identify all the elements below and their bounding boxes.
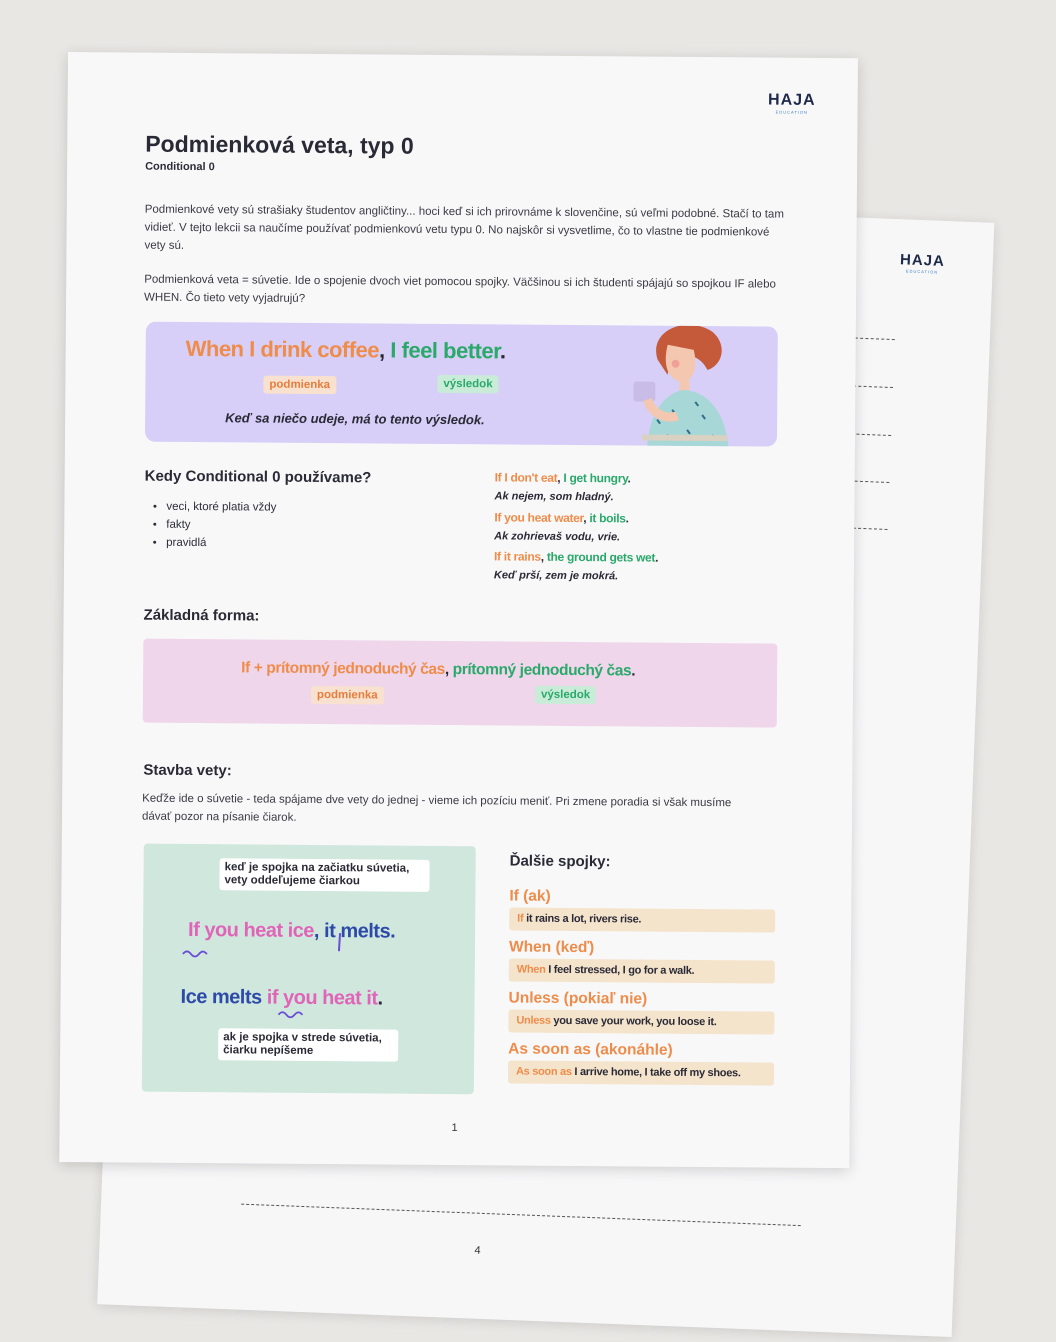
conjunction-example: When I feel stressed, I go for a walk. bbox=[509, 958, 775, 983]
page-title: Podmienková veta, typ 0 bbox=[145, 130, 414, 159]
hero-example-box bbox=[145, 322, 778, 447]
sentence-if-middle: Ice melts if you heat it. bbox=[180, 985, 383, 1010]
sentence-if-first: If you heat ice, it melts. bbox=[188, 918, 396, 943]
sentence-structure-box bbox=[142, 844, 476, 1095]
example-translation: Ak nejem, som hladný. bbox=[494, 490, 614, 504]
conjunction-example: Unless you save your work, you loose it. bbox=[508, 1009, 774, 1034]
conjunction-label: If (ak) bbox=[509, 887, 551, 905]
hero-result: I feel better bbox=[390, 337, 501, 364]
usage-heading: Kedy Conditional 0 používame? bbox=[144, 467, 372, 487]
note-middle: ak je spojka v strede súvetia, čiarku nepíšeme bbox=[218, 1028, 398, 1061]
conjunction-example: As soon as I arrive home, I take off my shoes. bbox=[508, 1060, 774, 1085]
dashed-line bbox=[849, 480, 889, 483]
tag-condition: podmienka bbox=[311, 686, 384, 705]
list-item: • pravidlá bbox=[166, 534, 276, 553]
conjunction-example: If it rains a lot, rivers rise. bbox=[509, 907, 775, 932]
list-item: • veci, ktoré platia vždy bbox=[166, 498, 276, 517]
dashed-line bbox=[241, 1204, 801, 1226]
back-logo: HAJA EDUCATION bbox=[899, 251, 946, 275]
underline-marks bbox=[181, 932, 351, 963]
example-translation: Keď prší, zem je mokrá. bbox=[493, 569, 619, 583]
underline-mark bbox=[276, 1007, 316, 1021]
example-sentence: If it rains, the ground gets wet. bbox=[493, 549, 659, 565]
page-number: 1 bbox=[451, 1122, 458, 1135]
hero-meaning: Keď sa niečo udeje, má to tento výsledok. bbox=[225, 410, 485, 428]
list-item: • fakty bbox=[166, 516, 276, 535]
basic-form-heading: Základná forma: bbox=[143, 606, 260, 625]
structure-heading: Stavba vety: bbox=[143, 761, 232, 780]
tag-condition: podmienka bbox=[263, 376, 336, 395]
structure-paragraph: Keďže ide o súvetie - teda spájame dve vety do jednej - vieme ich pozíciu meniť. Pri zmene poradia si však musíme dávať pozor na písanie čiarok. bbox=[141, 792, 732, 824]
worksheet-page bbox=[59, 52, 858, 1168]
dashed-line bbox=[855, 338, 895, 341]
tag-result: výsledok bbox=[535, 686, 596, 704]
back-page-number: 4 bbox=[474, 1244, 481, 1257]
hero-sentence: When I drink coffee, I feel better. bbox=[185, 335, 506, 364]
more-conjunctions-heading: Ďalšie spojky: bbox=[509, 852, 611, 871]
usage-list bbox=[154, 498, 276, 553]
logo: HAJA EDUCATION bbox=[768, 91, 816, 115]
basic-form-box bbox=[143, 639, 778, 728]
note-start: keď je spojka na začiatku súvetia, vety oddeľujeme čiarkou bbox=[219, 858, 429, 892]
conjunction-label: Unless (pokiaľ nie) bbox=[508, 989, 648, 1008]
conjunction-label: As soon as (akonáhle) bbox=[508, 1040, 673, 1059]
tag-result: výsledok bbox=[437, 375, 498, 393]
conjunction-label: When (keď) bbox=[508, 938, 595, 957]
example-sentence: If you heat water, it boils. bbox=[494, 510, 629, 526]
intro-paragraph: Podmienkové vety sú strašiaky študentov angličtiny... hoci keď si ich prirovnáme k slovenčine, sú veľmi podobné. Stačí to tam vidieť. V tejto lekcii sa naučíme používať podmienkovú vetu typu 0. No najskôr si vysvetlime, čo to vlastne tie podmienkové vety sú. bbox=[144, 203, 784, 252]
example-sentence: If I don't eat, I get hungry. bbox=[494, 470, 631, 486]
hero-condition: When I drink coffee bbox=[185, 335, 380, 363]
definition-paragraph: Podmienková veta = súvetie. Ide o spojenie dvoch viet pomocou spojky. Väčšinou si ich študenti spájajú so spojkou IF alebo WHEN. Čo tieto vety vyjadrujú? bbox=[144, 273, 776, 305]
woman-drinking-coffee-illustration bbox=[627, 322, 738, 447]
example-translation: Ak zohrievaš vodu, vrie. bbox=[494, 530, 621, 544]
dashed-line bbox=[853, 386, 893, 389]
basic-form-sentence: If + prítomný jednoduchý čas, prítomný jednoduchý čas. bbox=[241, 659, 636, 680]
page-subtitle: Conditional 0 bbox=[145, 160, 215, 174]
dashed-line bbox=[851, 433, 891, 436]
